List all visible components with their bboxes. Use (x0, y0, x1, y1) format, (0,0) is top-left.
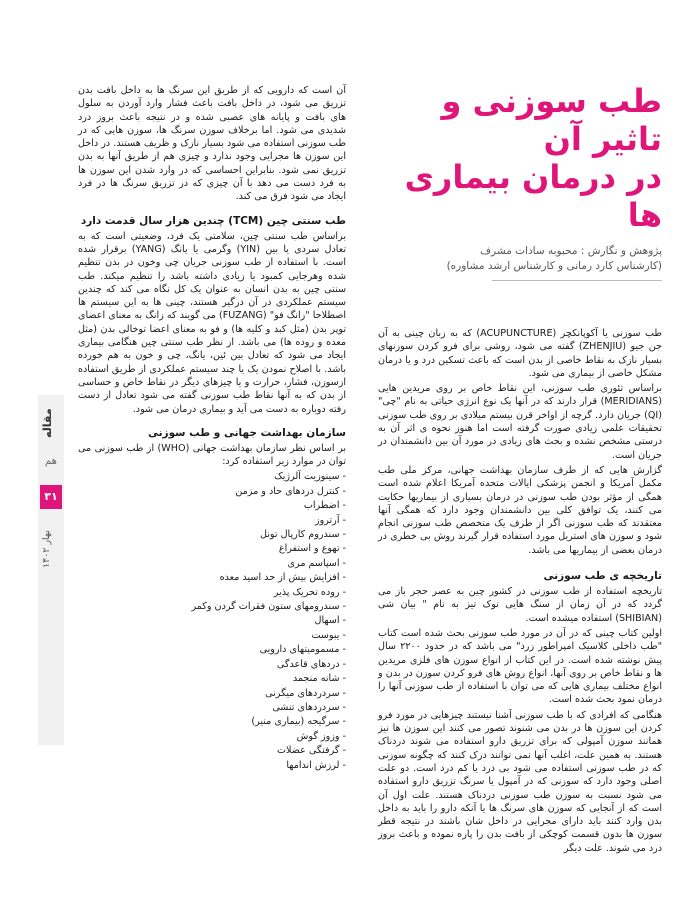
right-column (378, 82, 662, 857)
side-tab (38, 395, 64, 745)
byline-sub: (کارشناس کارد رمانی و کارشناس ارشد مشاوره) (446, 260, 662, 272)
title-line-2: در درمان بیماری ها (404, 158, 662, 234)
byline-label: پژوهش و نگارش : محبوبه سادات مشرف (480, 245, 662, 257)
issue-season: بهار ۱۴۰۲ (41, 530, 52, 568)
paragraph: هنگامی که افرادی که با طب سوزنی آشنا نیستند چیزهایی در مورد فرو کردن این سوزن ها در بدن می شنوند تصور می کنند این سوزن ها نیز همانند سوزن آمپولی که برای تزریق دارو استفاده می شوند دردناک هستند. به همین علت، اغلب آنها نمی توانند درک کنند که چگونه سوزنی که در طب سوزنی استفاده می شود بی درد یا کم درد است. دو علت اصلی وجود دارد که سوزنی که در آمپول یا سرنگ تزریق دارو استفاده می شود نسبت به سوزن طب سوزنی دردناک هستند. علت اول آن است که از آنجایی که سوزن های سرنگ ها یا آنکه دارو را باید به داخل بدن وارد کنند باید دارای مجرایی در داخل شان باشند در نتیجه قطر سوزن ها بدون قسمت کوچکی از بافت بدن را پاره نموده و باعث بروز درد می شوند. علت دیگر (378, 709, 662, 854)
list-item: - دردهای قاعدگی (276, 658, 346, 670)
article-title (378, 82, 662, 234)
paragraph: تاریخچه استفاده از طب سوزنی در کشور چین به عصر حجر باز می گردد که در آن زمان از سنگ هایی نوک تیز به نام " بیان شی (SHIBIAN) استفاده میشده است. (378, 586, 662, 624)
paragraph: گزارش هایی که از طرف سازمان بهداشت جهانی، مرکز ملی طب مکمل آمریکا و انجمن پزشکی ایالات متحده آمریکا اعلام شده است همگی از مؤثر بودن طب سوزنی در درمان بسیاری از بیماریها حکایت می کنند، یک توافق کلی بین دانشمندان وجود دارد که همگی آنها معتقدند که طب سوزنی اگر از طرف یک متخصص طب سوزنی انجام شود و سوزن های استریل مورد استفاده قرار گیرند روش بی خطری در درمان بعضی از بیماریها می باشد. (378, 464, 662, 556)
list-item: - سردردهای تنشی (272, 701, 346, 713)
section-heading-tcm: طب سنتی چین (TCM) چندین هزار سال قدمت دارد (80, 214, 346, 227)
list-item: - یبوست (311, 629, 346, 641)
list-item: - اسپاسم مری (287, 557, 346, 569)
list-item: - لرزش اندامها (286, 759, 346, 771)
list-item: - روده تحریک پذیر (273, 586, 346, 598)
list-item: - سردردهای میگرنی (265, 687, 346, 699)
list-item: - آرتروز (314, 514, 346, 526)
page-number: ۳۱ (40, 485, 62, 509)
list-item: - مسمومیتهای دارویی (259, 644, 346, 656)
paragraph: طب سوزنی یا آکوپانکچر (ACUPUNCTURE) که به زبان چینی به آن جن جیو (ZHENJIU) گفته می شود، روشی برای فرو کردن سوزنهای بسیار نازک به نقاط خاصی از بدن است که باعث تسکین درد و یا درمان مشکل خاصی از بیماری می شود. (378, 328, 663, 379)
paragraph: براساس طب سنتی چین، سلامتی یک فرد، وضعیتی است که به تعادل سردی یا بین (YIN) وگرمی یا یانگ (YANG) برقرار شده است. با استفاده از طب سوزنی جریان چی وخون در بدن تنظیم شده وهرجایی کمبود یا زیادی داشته باشد را تنظیم میکند. طب سنتی چین به بدن انسان به عنوان یک کل نگاه می کند که چندین سیستم عملکردی در آن درگیر هستند، چینی ها به این سیستم ها اصطلاحا "زانگ فو" (FUZANG) می گویند که زانگ به معنای اعضای توپر بدن (مثل کبد و کلیه ها) و فو به معنای اعضا توخالی بدن (مثل معده و روده ها) می باشد. از نظر طب سنتی چین هنگامی بیماری ایجاد می شود که تعادل بین ئین، یانگ، چی و خون به هم خورده باشد. با اصلاح نمودن یک یا چند سیستم عملکردی از طریق استفاده ازسوزن، فشار، حرارت و یا چیزهای دیگر در نقاط خاص و حساسی از بدن که به آنها نقاط طب سوزنی گفته می شود تعادل از دست رفته دوباره به دست می آید و بیماری درمان می شود. (78, 230, 347, 415)
list-item: - وزوز گوش (296, 730, 346, 742)
list-item: - اضطراب (303, 500, 346, 512)
paragraph: آن است که دارویی که از طریق این سرنگ ها به داخل بافت بدن تزریق می شود، در داخل بافت باعث فشار وارد آوردن به سلول های بافت و پایانه های عصبی شده و در نتیجه باعث بروز درد شدیدی می شود. اما برخلاف سوزن سرنگ ها، سوزن هایی که در طب سوزنی استفاده می شود بسیار نازک و ظریف هستند. در داخل این سوزن ها مجرایی وجود ندارد و چیزی هم از طریق آنها به بدن تزریق نمی شود. بنابراین احساسی که در وارد شدن این سوزن ها به فرد دست می دهد با آن چیزی که در تزریق سرنگ ها در فرد ایجاد می شود فرق می کند. (78, 85, 346, 203)
title-line-1: طب سوزنی و تاثیر آن (441, 82, 662, 158)
byline (378, 244, 662, 274)
paragraph: براساس تئوری طب سوزنی، این نقاط خاص بر روی مریدین هایی (MERIDIANS) قرار دارند که در آنها یک نوع انرژی حیاتی به نام "چی" (QI) جریان دارد. گرچه از اواخر قرن بیستم میلادی بر روی طب سوزنی تحقیقات علمی زیادی صورت گرفته است اما هنوز نحوه ی اثر آن به درستی مشخص نشده و بحث های زیادی در مورد آن بین دانشمندان در جریان است. (378, 383, 662, 461)
list-item: - سرگیجه (بیماری منیر) (251, 716, 346, 728)
section-heading-who: سازمان بهداشت جهانی و طب سوزنی (147, 426, 346, 439)
section-label: مقاله (41, 408, 54, 438)
list-item: - تهوع و استفراغ (278, 543, 346, 555)
list-item: - اسهال (314, 615, 346, 627)
paragraph: بر اساس نظر سازمان بهداشت جهانی (WHO) از طب سوزنی می توان در موارد زیر استفاده کرد: (78, 442, 346, 468)
list-item: - سینوزیت آلرژیک (274, 471, 346, 483)
list-item: - سندرومهای ستون فقرات گردن وکمر (191, 601, 346, 613)
list-item: - افزایش بیش از حد اسید معده (219, 572, 346, 584)
list-item: - شانه منجمد (292, 673, 346, 685)
paragraph: اولین کتاب چینی که در آن در مورد طب سوزنی بحث شده است کتاب "طب داخلی کلاسیک امپراطور زرد" می باشد که در حدود ۲۲۰۰ سال پیش نوشته شده است. در این کتاب از انواع سوزن های فلزی مریدین ها و نقاط خاص بر روی آنها، انواع روش های فرو کردن سوزن در بدن و انواع مختلف بیماری هایی که می توان با استفاده از طب سوزنی آنها را درمان نمود بحث شده است. (378, 627, 662, 706)
list-item: - گرفتگی عضلات (277, 745, 346, 757)
left-column (78, 84, 346, 773)
section-heading-history: تاریخچه ی طب سوزنی (543, 570, 662, 583)
magazine-logo: هم (45, 456, 57, 467)
who-conditions-list (78, 470, 346, 773)
list-item: - کنترل دردهای حاد و مزمن (235, 485, 346, 497)
byline-divider (492, 280, 662, 281)
list-item: - سندروم کارپال تونل (259, 529, 346, 541)
